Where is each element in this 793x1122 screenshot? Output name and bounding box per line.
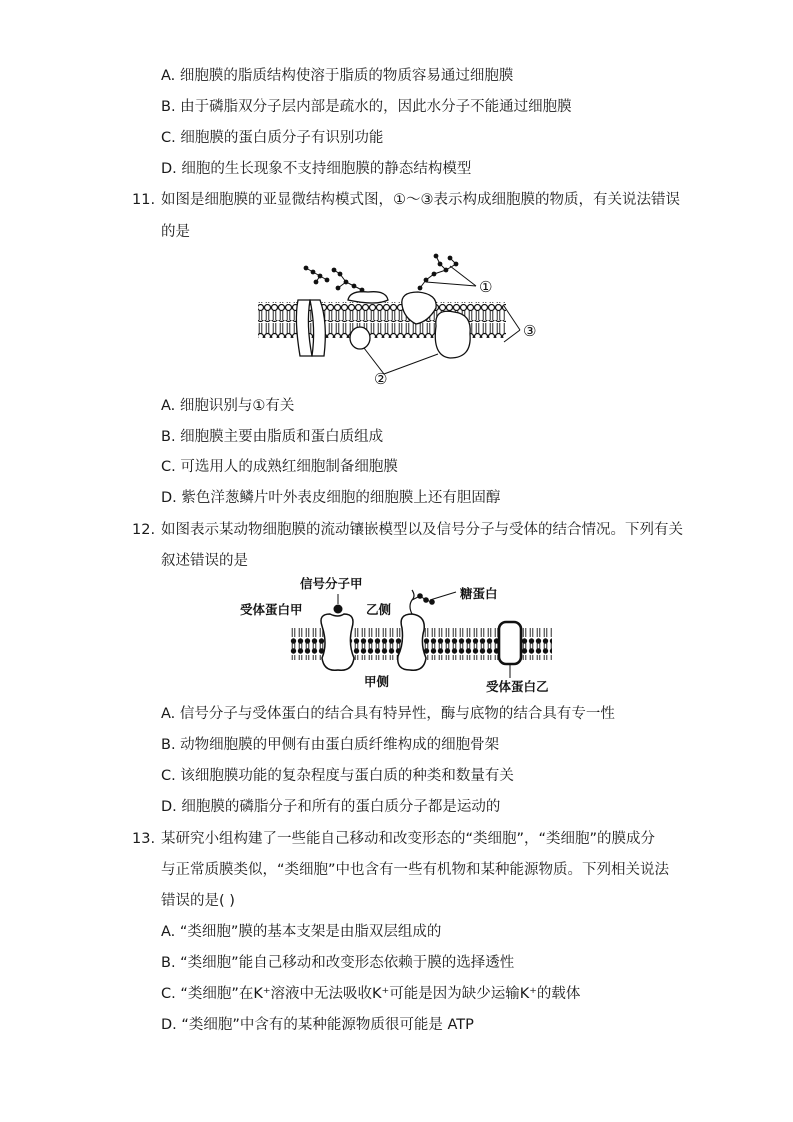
q12-option-c: C. 该细胞膜功能的复杂程度与蛋白质的种类和数量有关 <box>161 768 514 784</box>
q12-membrane-figure <box>234 574 564 696</box>
q13-option-a: A. “类细胞”膜的基本支架是由脂双层组成的 <box>161 924 442 940</box>
q12-label-side-b: 乙侧 <box>366 602 392 617</box>
q10-option-d: D. 细胞的生长现象不支持细胞膜的静态结构模型 <box>161 161 472 177</box>
q13-stem-line1: 某研究小组构建了一些能自己移动和改变形态的“类细胞”，“类细胞”的膜成分 <box>161 831 656 847</box>
q11-option-a: A. 细胞识别与①有关 <box>161 398 295 414</box>
q13-option-b: B. “类细胞”能自己移动和改变形态依赖于膜的选择透性 <box>161 955 515 971</box>
q10-option-b: B. 由于磷脂双分子层内部是疏水的，因此水分子不能通过细胞膜 <box>161 99 572 115</box>
q11-number: 11. <box>132 192 156 208</box>
q11-stem-line1: 如图是细胞膜的亚显微结构模式图，①～③表示构成细胞膜的物质，有关说法错误 <box>161 192 680 208</box>
q11-option-c: C. 可选用人的成熟红细胞制备细胞膜 <box>161 459 398 475</box>
q10-option-a: A. 细胞膜的脂质结构使溶于脂质的物质容易通过细胞膜 <box>161 68 514 84</box>
q11-option-b: B. 细胞膜主要由脂质和蛋白质组成 <box>161 429 384 445</box>
q12-label-glycoprotein: 糖蛋白 <box>460 586 498 601</box>
q10-option-c: C. 细胞膜的蛋白质分子有识别功能 <box>161 130 384 146</box>
q12-label-side-a: 甲侧 <box>364 674 390 689</box>
q12-stem-line2: 叙述错误的是 <box>161 553 248 569</box>
q13-stem-line2: 与正常质膜类似，“类细胞”中也含有一些有机物和某种能源物质。下列相关说法 <box>161 862 670 878</box>
q12-label-receptor-a: 受体蛋白甲 <box>240 602 303 617</box>
q12-number: 12. <box>132 522 156 538</box>
q12-label-signal: 信号分子甲 <box>300 576 363 591</box>
q12-label-receptor-b: 受体蛋白乙 <box>486 679 549 694</box>
q11-stem-line2: 的是 <box>161 224 190 240</box>
q11-label-3: ③ <box>523 322 537 340</box>
q11-label-2: ② <box>374 370 388 388</box>
q11-membrane-figure <box>250 250 550 390</box>
q12-option-a: A. 信号分子与受体蛋白的结合具有特异性，酶与底物的结合具有专一性 <box>161 706 615 722</box>
q13-stem-line3: 错误的是( ) <box>161 893 235 909</box>
q12-option-d: D. 细胞膜的磷脂分子和所有的蛋白质分子都是运动的 <box>161 799 501 815</box>
q11-label-1: ① <box>479 278 493 296</box>
q13-number: 13. <box>132 831 156 847</box>
q12-option-b: B. 动物细胞膜的甲侧有由蛋白质纤维构成的细胞骨架 <box>161 737 500 753</box>
q13-option-d: D. “类细胞”中含有的某种能源物质很可能是 ATP <box>161 1017 474 1033</box>
q11-option-d: D. 紫色洋葱鳞片叶外表皮细胞的细胞膜上还有胆固醇 <box>161 490 501 506</box>
q12-stem-line1: 如图表示某动物细胞膜的流动镶嵌模型以及信号分子与受体的结合情况。下列有关 <box>161 522 683 538</box>
q13-option-c: C. “类细胞”在K⁺溶液中无法吸收K⁺可能是因为缺少运输K⁺的载体 <box>161 986 581 1002</box>
